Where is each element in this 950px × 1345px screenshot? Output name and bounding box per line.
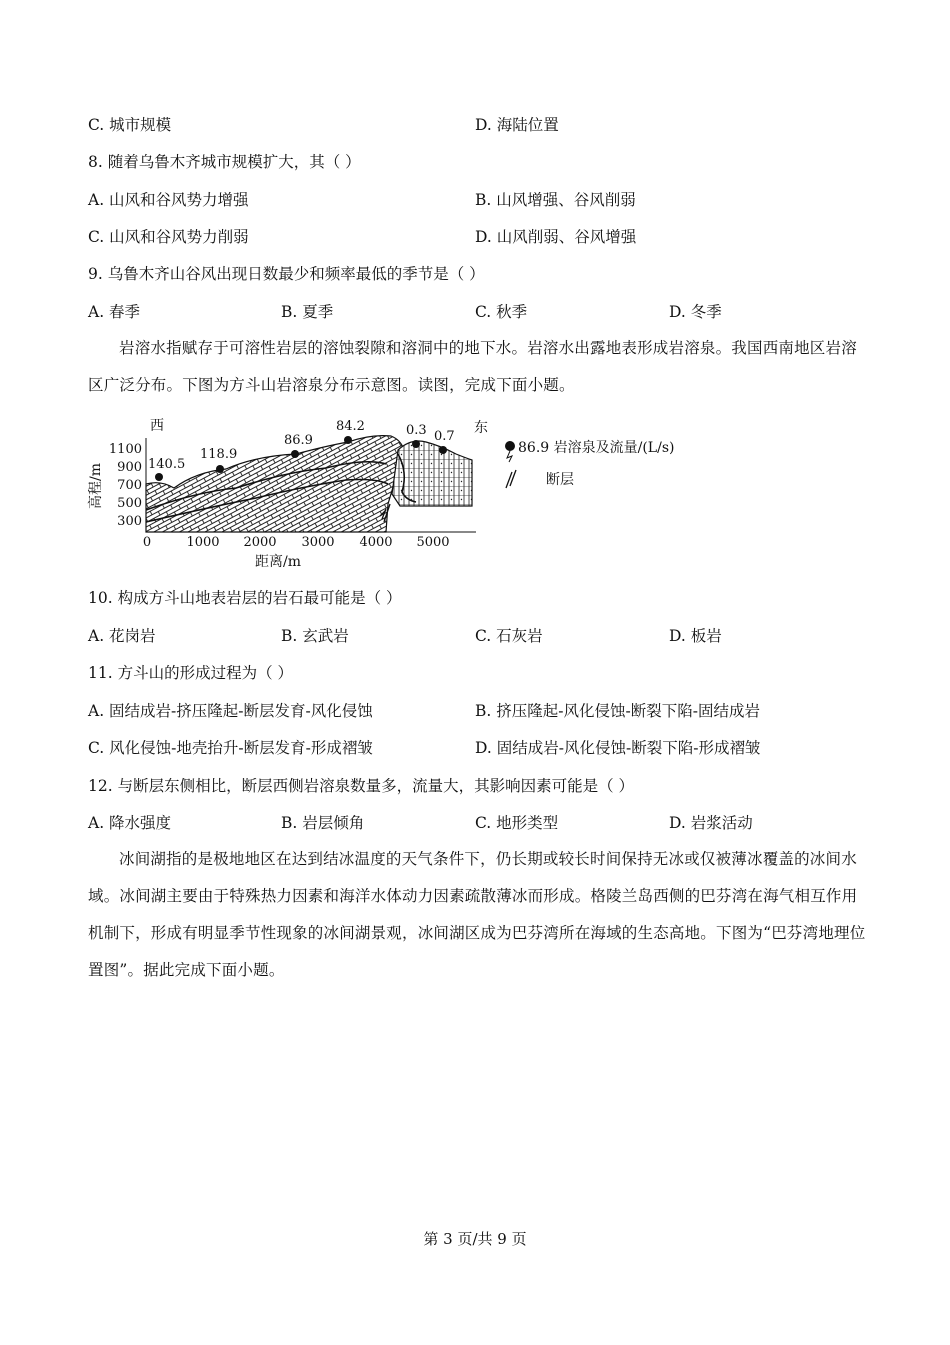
option-a: A. 降水强度 [88,814,172,832]
passage-polynya: 冰间湖指的是极地地区在达到结冰温度的天气条件下，仍长期或较长时间保持无冰或仅被薄冰覆盖的冰间水域。冰间湖主要由于特殊热力因素和海洋水体动力因素疏散薄冰而形成。格陵兰岛西侧的巴芬湾在海气相互作用机制下，形成有明显季节性现象的冰间湖景观，冰间湖区成为巴芬湾所在海域的生态高地。下图为“巴芬湾地理位置图”。据此完成下面小题。 [88,850,866,979]
option-c: C. 石灰岩 [475,627,543,645]
option-c: C. 秋季 [475,303,528,321]
option-d: D. 固结成岩-风化侵蚀-断裂下陷-形成褶皱 [475,739,761,757]
y-tick: 900 [117,460,142,475]
option-a: A. 山风和谷风势力增强 [88,191,249,209]
y-tick: 1100 [108,442,142,457]
passage-karst: 岩溶水指赋存于可溶性岩层的溶蚀裂隙和溶洞中的地下水。岩溶水出露地表形成岩溶泉。我国西南地区岩溶区广泛分布。下图为方斗山岩溶泉分布示意图。读图，完成下面小题。 [88,339,857,394]
svg-text:86.9: 86.9 [284,433,313,448]
karst-spring-profile-figure [86,414,706,574]
option-d: D. 山风削弱、谷风增强 [475,228,637,246]
legend-fault [506,470,574,488]
page-number: 第 3 页/共 9 页 [423,1230,527,1248]
x-tick: 4000 [359,535,393,550]
x-tick: 0 [142,535,152,550]
option-c: C. 风化侵蚀-地壳抬升-断层发育-形成褶皱 [88,739,373,757]
option-c: C. 山风和谷风势力削弱 [88,228,249,246]
y-tick: 700 [117,478,142,493]
question-8-stem: 8. 随着乌鲁木齐城市规模扩大，其（ ） [88,153,361,171]
svg-text:86.9 岩溶泉及流量/(L/s): 86.9 岩溶泉及流量/(L/s) [518,440,675,456]
option-c: C. 地形类型 [475,814,559,832]
west-rock-block [146,436,404,532]
option-d: D. 板岩 [669,627,722,645]
option-d: D. 冬季 [669,303,722,321]
svg-text:断层: 断层 [546,472,574,488]
svg-text:84.2: 84.2 [336,419,365,434]
question-9-stem: 9. 乌鲁木齐山谷风出现日数最少和频率最低的季节是（ ） [88,265,485,283]
question-11-stem: 11. 方斗山的形成过程为（ ） [88,664,294,682]
option-a: A. 固结成岩-挤压隆起-断层发育-风化侵蚀 [88,702,373,720]
option-d: D. 海陆位置 [475,116,559,134]
option-b: B. 玄武岩 [281,627,349,645]
y-tick: 300 [117,514,142,529]
east-label: 东 [474,420,488,436]
svg-text:0.3: 0.3 [406,423,427,438]
option-b: B. 山风增强、谷风削弱 [475,191,636,209]
west-label: 西 [150,418,164,434]
option-b: B. 夏季 [281,303,334,321]
x-axis-label: 距离/m [255,554,301,570]
y-axis-label: 高程/m [88,463,104,509]
option-b: B. 岩层倾角 [281,814,365,832]
svg-text:140.5: 140.5 [148,457,186,472]
svg-text:0.7: 0.7 [434,429,455,444]
x-tick: 3000 [301,535,335,550]
question-12-stem: 12. 与断层东侧相比，断层西侧岩溶泉数量多，流量大，其影响因素可能是（ ） [88,777,635,795]
option-b: B. 挤压隆起-风化侵蚀-断裂下陷-固结成岩 [475,702,760,720]
option-d: D. 岩浆活动 [669,814,753,832]
x-tick: 5000 [416,535,450,550]
question-10-stem: 10. 构成方斗山地表岩层的岩石最可能是（ ） [88,589,402,607]
spring-marker [148,457,185,481]
option-a: A. 花岗岩 [88,627,156,645]
x-tick: 1000 [186,535,220,550]
option-a: A. 春季 [88,303,141,321]
y-tick: 500 [117,496,142,511]
x-tick: 2000 [243,535,277,550]
legend-spring [505,439,674,462]
option-c: C. 城市规模 [88,116,172,134]
svg-text:118.9: 118.9 [200,447,238,462]
